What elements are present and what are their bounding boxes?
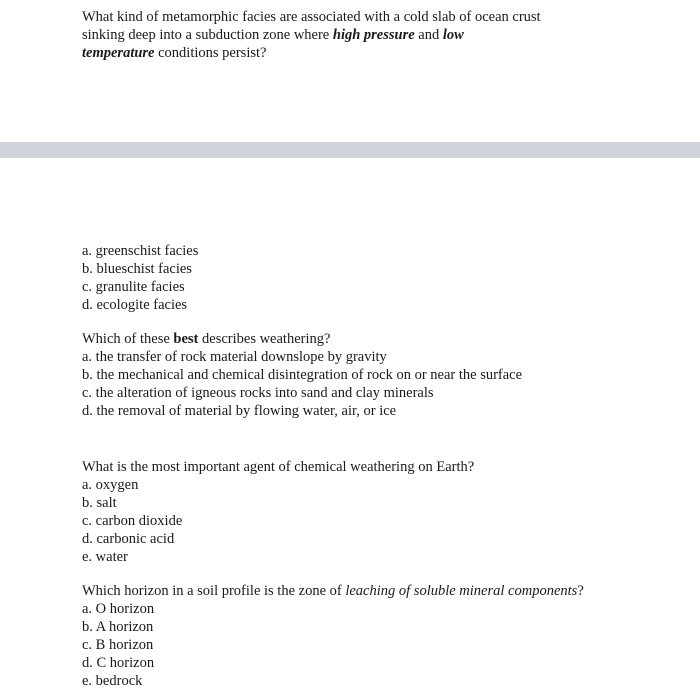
question-1-stem-line-1: What kind of metamorphic facies are associated with a cold slab of ocean crust <box>82 9 541 25</box>
question-4-emphasis-leaching: leaching of soluble mineral components <box>345 583 578 599</box>
question-3 <box>82 458 682 566</box>
question-1-emphasis-high-pressure: high pressure <box>332 27 415 43</box>
question-3-stem: What is the most important agent of chemical weathering on Earth? <box>82 459 475 475</box>
question-3-option-a[interactable]: a. oxygen <box>82 477 139 493</box>
question-1-emphasis-temperature: temperature <box>82 45 155 61</box>
question-1-option-c[interactable]: c. granulite facies <box>82 279 185 295</box>
question-3-option-e[interactable]: e. water <box>82 549 128 565</box>
section-divider <box>0 142 700 158</box>
question-2-option-d[interactable]: d. the removal of material by flowing water, air, or ice <box>82 403 397 419</box>
question-2-option-c[interactable]: c. the alteration of igneous rocks into sand and clay minerals <box>82 385 434 401</box>
question-2-stem-text: describes weathering? <box>198 331 331 347</box>
question-1-stem-text: and <box>414 27 443 43</box>
question-4-option-e[interactable]: e. bedrock <box>82 673 143 689</box>
question-1-emphasis-low: low <box>442 27 464 43</box>
question-2 <box>82 330 682 420</box>
question-1-stem-text: conditions persist? <box>154 45 267 61</box>
question-3-option-b[interactable]: b. salt <box>82 495 117 511</box>
question-3-option-d[interactable]: d. carbonic acid <box>82 531 175 547</box>
question-1 <box>82 8 682 62</box>
question-4-option-c[interactable]: c. B horizon <box>82 637 154 653</box>
question-2-stem-text: Which of these <box>82 331 174 347</box>
question-1-option-d[interactable]: d. ecologite facies <box>82 297 188 313</box>
question-1-stem-text: sinking deep into a subduction zone where <box>82 27 333 43</box>
question-2-option-b[interactable]: b. the mechanical and chemical disintegration of rock on or near the surface <box>82 367 523 383</box>
question-1-stem-line-2 <box>82 26 682 44</box>
question-1-option-a[interactable]: a. greenschist facies <box>82 243 199 259</box>
question-1-options <box>82 242 682 314</box>
question-3-option-c[interactable]: c. carbon dioxide <box>82 513 183 529</box>
question-4-option-b[interactable]: b. A horizon <box>82 619 154 635</box>
question-2-option-a[interactable]: a. the transfer of rock material downslope by gravity <box>82 349 387 365</box>
question-2-stem <box>82 330 682 348</box>
question-4-option-a[interactable]: a. O horizon <box>82 601 155 617</box>
question-1-option-b[interactable]: b. blueschist facies <box>82 261 192 277</box>
question-4-option-d[interactable]: d. C horizon <box>82 655 155 671</box>
question-4-stem <box>82 582 682 600</box>
question-4 <box>82 582 682 690</box>
question-1-stem-line-3 <box>82 44 682 62</box>
question-2-emphasis-best: best <box>173 331 199 347</box>
question-4-stem-text: Which horizon in a soil profile is the zone of <box>82 583 346 599</box>
question-4-stem-text: ? <box>577 583 584 599</box>
